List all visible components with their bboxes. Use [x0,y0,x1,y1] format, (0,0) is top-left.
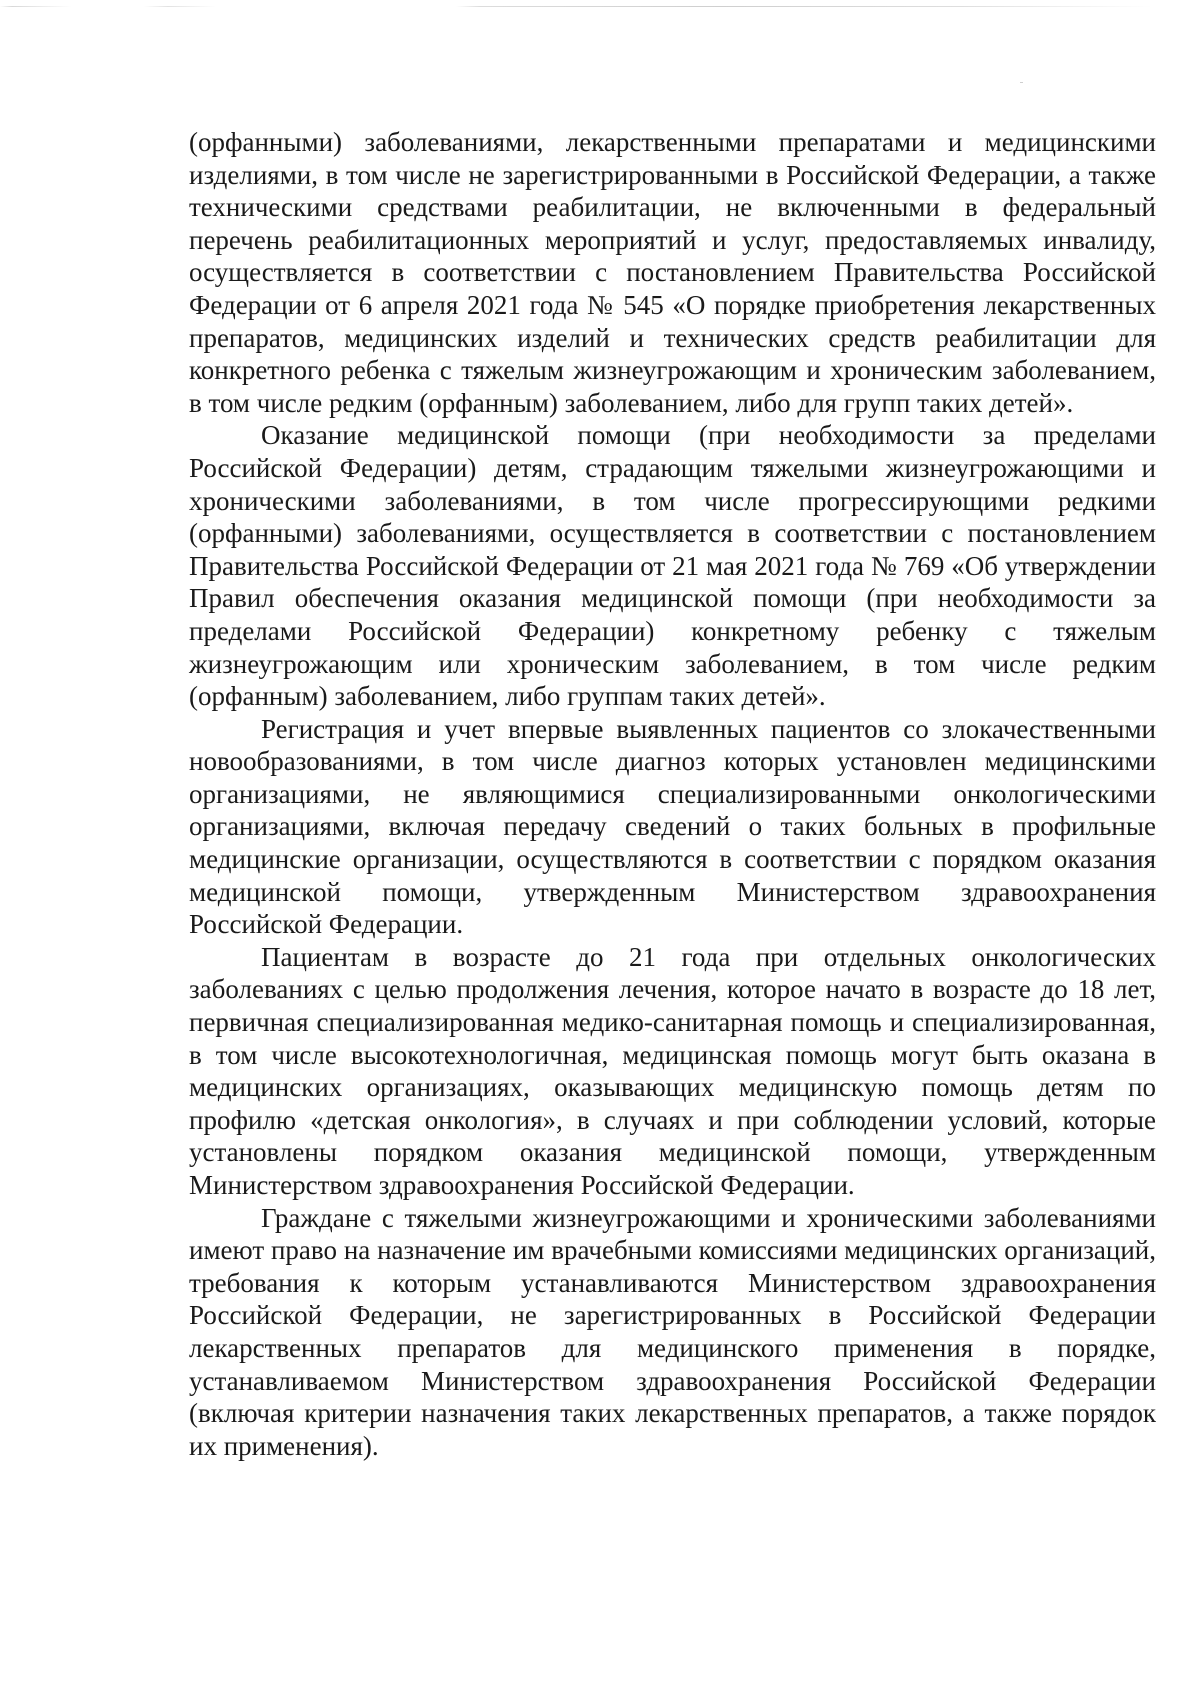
scan-top-edge [0,6,1200,7]
paragraph-oncology-registration: Регистрация и учет впервые выявленных пациентов со злокачественными новообразованиями, в том числе диагноз которых установлен медицинскими организациями, не являющимися специализированными онкологическими организациями, включая передачу сведений о таких больных в профильные медицинские организации, осуществляются в соответствии с порядком оказания медицинской помощи, утвержденным Министерством здравоохранения Российской Федерации. [189,713,1156,940]
paragraph-medical-care-abroad: Оказание медицинской помощи (при необходимости за пределами Российской Федерации) детям, страдающим тяжелыми жизнеугрожающими и хроническими заболеваниями, в том числе прогрессирующими редкими (орфанными) заболеваниями, осуществляется в соответствии с постановлением Правительства Российской Федерации от 21 мая 2021 года № 769 «Об утверждении Правил обеспечения оказания медицинской помощи (при необходимости за пределами Российской Федерации) конкретному ребенку с тяжелым жизнеугрожающим или хроническим заболеванием, в том числе редким (орфанным) заболеванием, либо группам таких детей». [189,420,1156,712]
scan-artifact [1020,82,1023,83]
paragraph-orphan-drugs: (орфанными) заболеваниями, лекарственными препаратами и медицинскими изделиями, в том числе не зарегистрированными в Российской Федерации, а также техническими средствами реабилитации, не включенными в федеральный перечень реабилитационных мероприятий и услуг, предоставляемых инвалиду, осуществляется в соответствии с постановлением Правительства Российской Федерации от 6 апреля 2021 года № 545 «О порядке приобретения лекарственных препаратов, медицинских изделий и технических средств реабилитации для конкретного ребенка с тяжелым жизнеугрожающим и хроническим заболеванием, в том числе редким (орфанным) заболеванием, либо для групп таких детей». [189,127,1156,418]
paragraph-patients-under-21: Пациентам в возрасте до 21 года при отдельных онкологических заболеваниях с целью продолжения лечения, которое начато в возрасте до 18 лет, первичная специализированная медико-санитарная помощь и специализированная, в том числе высокотехнологичная, медицинская помощь могут быть оказана в медицинских организациях, оказывающих медицинскую помощь детям по профилю «детская онкология», в случаях и при соблюдении условий, которые установлены порядком оказания медицинской помощи, утвержденным Министерством здравоохранения Российской Федерации. [189,941,1156,1200]
document-body [189,126,1156,1462]
paragraph-unregistered-drugs: Граждане с тяжелыми жизнеугрожающими и хроническими заболеваниями имеют право на назначение им врачебными комиссиями медицинских организаций, требования к которым устанавливаются Министерством здравоохранения Российской Федерации, не зарегистрированных в Российской Федерации лекарственных препаратов для медицинского применения в порядке, устанавливаемом Министерством здравоохранения Российской Федерации (включая критерии назначения таких лекарственных препаратов, а также порядок их применения). [189,1202,1156,1461]
